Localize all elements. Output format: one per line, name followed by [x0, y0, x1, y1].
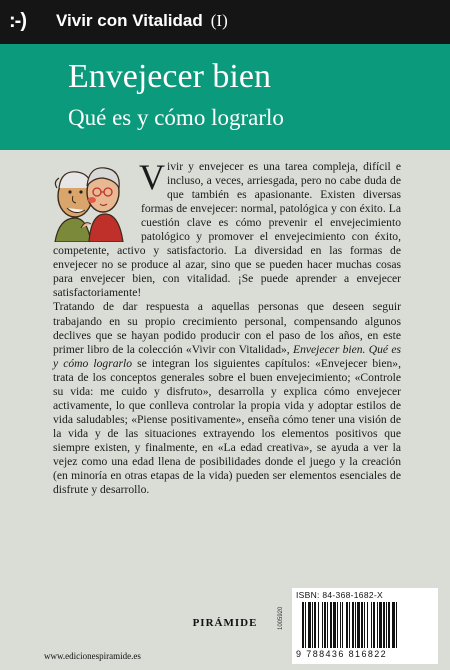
blurb-paragraph-1 — [53, 157, 401, 300]
publisher-website: www.edicionespiramide.es — [44, 651, 141, 661]
publisher-name: PIRÁMIDE — [192, 617, 258, 629]
barcode-digits: 9 788436 816822 — [296, 649, 388, 659]
side-code: 1005920 — [278, 606, 284, 630]
series-logo: :-) — [9, 10, 26, 32]
series-strip — [0, 0, 450, 44]
book-title: Envejecer bien — [68, 58, 271, 95]
series-number: (I) — [210, 11, 228, 30]
blurb-paragraph-2 — [53, 300, 401, 497]
book-subtitle: Qué es y cómo lograrlo — [68, 105, 284, 130]
blurb-paragraph-2-part-b: se integran los siguientes capítulos: «Envejecer bien», trata de los conceptos generales sobre el buen envejecimiento; «Controle su vida: me cuido y disfruto», desarrolla y explica cómo envejecer activamente, lo que conlleva controlar la propia vida y adoptar estilos de vida saludables; «Piense positivamente», enseña cómo tener una visión de la vida y de las situaciones extrayendo los elementos positivos que siempre existen, y finalmente, en «La edad creativa», se ayuda a ver la vejez como una edad llena de posibilidades donde el juego y la creación (en minoría en otras etapas de la vida) pueden ser elementos esenciales de disfrute y desarrollo. — [53, 356, 401, 497]
series-title — [56, 10, 228, 32]
header-band — [0, 0, 450, 150]
isbn-label: ISBN: 84-368-1682-X — [296, 590, 383, 600]
blurb-paragraph-2-part-a: Tratando de dar respuesta a aquellas personas que deseen seguir trabajando en su propio crecimiento personal, compensando algunos declives que se hayan podido producir con el paso de los años, en este primer libro de la colección «Vivir con Vitalidad», — [53, 300, 401, 356]
book-title-italic: Envejecer bien. Qué es y cómo lograrlo — [53, 342, 401, 370]
series-title-text: Vivir con Vitalidad — [56, 11, 203, 30]
elderly-couple-illustration — [45, 158, 133, 242]
blurb-paragraph-1-text: ivir y envejecer es una tarea compleja, difícil e incluso, a veces, arriesgada, pero no cabe duda de que también es apasionante. Existen diversas formas de envejecer: normal, patológica y con éxito. La cuestión clave es cómo prevenir el envejecimiento patológico y promover el envejecimiento con éxito, competente, activo y satisfactorio. La diversidad en las formas de envejecer no se produce al azar, sino que se pueden hacer muchas cosas para envejecer bien, con vitalidad. ¡Se puede aprender a envejecer satisfactoriamente! — [53, 160, 401, 300]
back-cover-blurb — [53, 157, 401, 497]
drop-cap: V — [139, 157, 165, 197]
